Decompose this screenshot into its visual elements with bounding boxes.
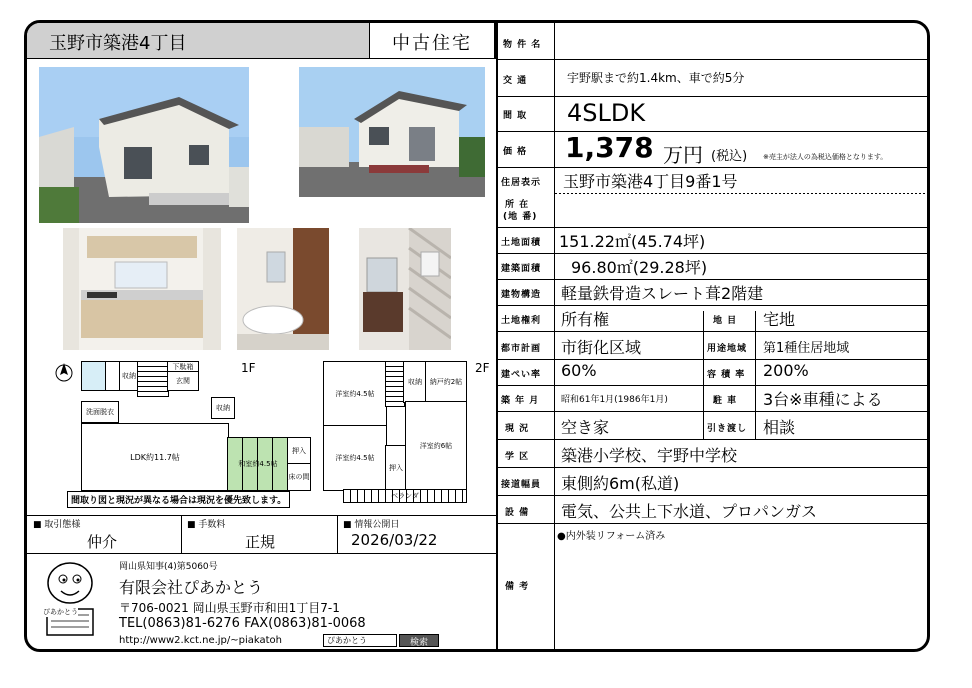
kenri-value: 所有権 xyxy=(561,310,610,329)
fee-label: ■ 手数料 xyxy=(187,520,226,530)
company-tel: TEL(0863)81-6276 FAX(0863)81-0068 xyxy=(119,616,366,631)
floor-plan xyxy=(51,357,499,509)
yoto-label: 用途地域 xyxy=(707,344,748,354)
biko-label: 備 考 xyxy=(505,582,530,592)
kenri-label: 土地権利 xyxy=(501,316,542,326)
chusha-value: 3台※車種による xyxy=(763,390,883,409)
setsudo-value: 東側約6m(私道) xyxy=(561,474,680,493)
tochi-menseki-label: 土地面積 xyxy=(501,238,542,248)
floorplan-note: 間取り図と現況が異なる場合は現況を優先致します。 xyxy=(67,491,290,508)
mascot-caption: ぴあかとう xyxy=(43,608,78,616)
kotsu-value: 宇野駅まで約1.4km、車で約5分 xyxy=(567,71,745,85)
madori-value: 4SLDK xyxy=(567,99,646,127)
bath-1f xyxy=(81,361,107,391)
storage-2f: 収納 xyxy=(403,361,427,403)
shozai-sub: (地 番) xyxy=(503,212,538,222)
genkyo-label: 現 況 xyxy=(505,424,530,434)
transaction-mode-label: ■ 取引態様 xyxy=(33,520,81,530)
genkyo-value: 空き家 xyxy=(561,418,610,437)
kakaku-tax: (税込) xyxy=(711,149,748,164)
kutsu-1f: 下駄箱 xyxy=(167,361,199,373)
floor-2f-label: 2F xyxy=(475,361,490,375)
gakku-value: 築港小学校、宇野中学校 xyxy=(561,446,738,465)
yoseki-label: 容 積 率 xyxy=(707,370,746,380)
kenpei-value: 60% xyxy=(561,361,597,380)
shozai-label: 所 在 xyxy=(505,200,530,210)
storage-1f: 収納 xyxy=(119,361,139,391)
bathroom-photo xyxy=(237,228,329,350)
kakaku-num: 1,378 xyxy=(565,131,654,164)
oshiire-2f: 押入 xyxy=(385,445,407,491)
jukyo-value: 玉野市築港4丁目9番1号 xyxy=(563,172,738,191)
gakku-label: 学 区 xyxy=(505,452,530,462)
search-button[interactable]: 検索 xyxy=(399,634,439,647)
mascot-icon xyxy=(37,559,103,643)
yo3-2f: 洋室約6帖 xyxy=(405,401,467,491)
veranda-2f: ベランダ xyxy=(343,489,467,503)
setsudo-label: 接道幅員 xyxy=(501,480,542,490)
kozo-label: 建物構造 xyxy=(501,290,542,300)
company-license: 岡山県知事(4)第5060号 xyxy=(119,562,218,572)
kozo-value: 軽量鉄骨造スレート葺2階建 xyxy=(561,284,764,303)
kenchiku-menseki-label: 建築面積 xyxy=(501,264,542,274)
publish-date-value: 2026/03/22 xyxy=(351,531,438,549)
nando-2f: 納戸約2帖 xyxy=(425,361,467,403)
company-address: 〒706-0021 岡山県玉野市和田1丁目7-1 xyxy=(119,601,340,615)
kotsu-label: 交 通 xyxy=(503,76,528,86)
kenchiku-menseki-value: 96.80㎡(29.28坪) xyxy=(571,258,708,277)
company-mascot xyxy=(37,559,103,643)
floor-1f-label: 1F xyxy=(241,361,256,375)
yoseki-value: 200% xyxy=(763,361,809,380)
setsubi-label: 設 備 xyxy=(505,508,530,518)
fee-value: 正規 xyxy=(245,533,276,551)
kenpei-label: 建ぺい率 xyxy=(501,370,542,380)
kakaku-note: ※売主が法人の為税込価格となります。 xyxy=(763,153,888,161)
hikiwatashi-label: 引き渡し xyxy=(707,424,748,434)
hikiwatashi-value: 相談 xyxy=(763,418,796,437)
kitchen-photo xyxy=(63,228,221,350)
genkan-1f: 玄関 xyxy=(167,371,199,391)
setsubi-value: 電気、公共上下水道、プロパンガス xyxy=(561,502,818,521)
tokonoma-1f: 床の間 xyxy=(287,463,311,491)
toshi-value: 市街化区域 xyxy=(561,338,642,357)
chiku-label: 築 年 月 xyxy=(501,396,540,406)
chimoku-label: 地 目 xyxy=(713,316,738,326)
washitsu-1f: 和室約4.5帖 xyxy=(227,437,289,491)
chimoku-value: 宅地 xyxy=(763,310,796,329)
publish-date-label: ■ 情報公開日 xyxy=(343,520,400,530)
madori-label: 間 取 xyxy=(503,111,528,121)
exterior-photo-1 xyxy=(39,67,249,223)
property-flyer xyxy=(24,20,930,652)
stairs-1f xyxy=(137,361,169,397)
transaction-mode-value: 仲介 xyxy=(87,533,118,551)
company-url[interactable]: http://www2.kct.ne.jp/~piakatoh xyxy=(119,635,283,646)
stairs-2f xyxy=(385,361,405,407)
chiku-value: 昭和61年1月(1986年1月) xyxy=(561,395,668,405)
bukken-label: 物 件 名 xyxy=(503,40,542,50)
yoto-value: 第1種住居地域 xyxy=(763,341,850,356)
senmen-1f: 洗面脱衣 xyxy=(81,401,119,423)
biko-value: ●内外装リフォーム済み xyxy=(557,531,666,542)
location-title: 玉野市築港4丁目 xyxy=(27,23,370,59)
tochi-menseki-value: 151.22㎡(45.74坪) xyxy=(559,232,706,251)
kakaku-label: 価 格 xyxy=(503,147,528,157)
company-name: 有限会社ぴあかとう xyxy=(119,578,264,597)
oshiire-1f: 押入 xyxy=(287,437,311,465)
washroom-photo xyxy=(359,228,451,350)
jukyo-label: 住居表示 xyxy=(501,178,542,188)
toshi-label: 都市計画 xyxy=(501,344,542,354)
exterior-photo-2 xyxy=(299,67,485,197)
kakaku-unit: 万円 xyxy=(663,143,703,167)
search-word-box[interactable]: ぴあかとう xyxy=(323,634,397,647)
chusha-label: 駐 車 xyxy=(713,396,738,406)
property-type: 中古住宅 xyxy=(370,23,496,59)
yo2-2f: 洋室約4.5帖 xyxy=(323,425,387,491)
yo1-2f: 洋室約4.5帖 xyxy=(323,361,387,427)
ldk-1f: LDK約11.7帖 xyxy=(81,423,229,491)
compass-icon xyxy=(55,361,73,385)
storage2-1f: 収納 xyxy=(211,397,235,419)
